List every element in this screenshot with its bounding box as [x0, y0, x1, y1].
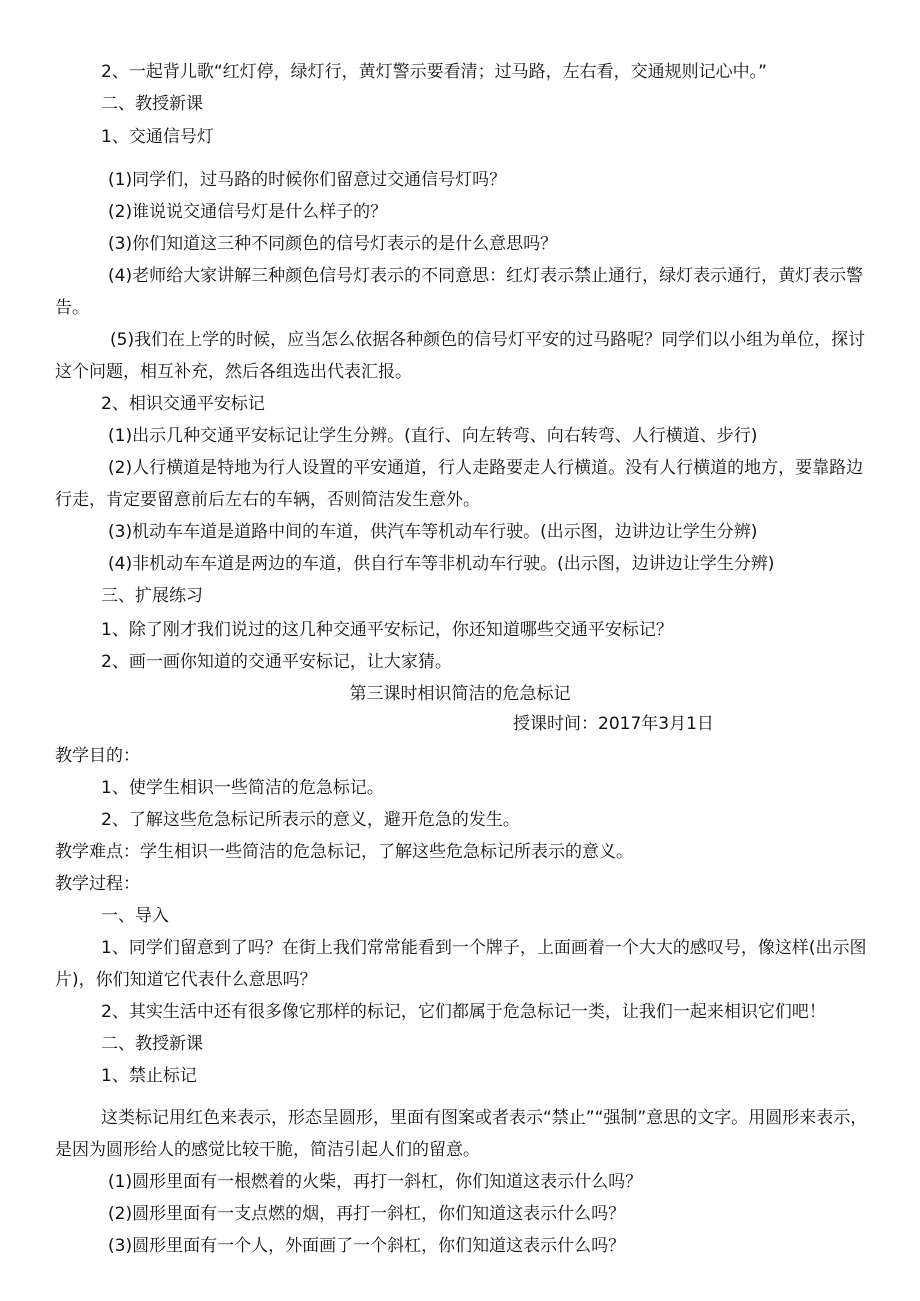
paragraph: 2、其实生活中还有很多像它那样的标记，它们都属于危急标记一类，让我们一起来相识它们吧！	[101, 1002, 826, 1022]
subsection-heading: 1、交通信号灯	[101, 127, 214, 147]
section-heading: 二、教授新课	[101, 94, 203, 114]
subsection-heading: 2、相识交通平安标记	[101, 394, 265, 414]
paragraph: (5)我们在上学的时候，应当怎么依据各种颜色的信号灯平安的过马路呢？同学们以小组为单位，探讨这个问题，相互补充，然后各组选出代表汇报。	[55, 330, 866, 382]
paragraph: 1、同学们留意到了吗？在街上我们常常能看到一个牌子，上面画着一个大大的感叹号，像这样(出示图片)，你们知道它代表什么意思吗？	[55, 938, 867, 990]
paragraph: (4)老师给大家讲解三种颜色信号灯表示的不同意思：红灯表示禁止通行，绿灯表示通行，黄灯表示警告。	[55, 266, 864, 318]
song-line: 2、一起背儿歌“红灯停，绿灯行，黄灯警示要看清；过马路，左右看，交通规则记心中。”	[101, 62, 767, 82]
lesson-title: 第三课时相识简洁的危急标记	[349, 684, 571, 704]
paragraph: (1)圆形里面有一根燃着的火柴，再打一斜杠，你们知道这表示什么吗？	[108, 1172, 643, 1192]
paragraph: (4)非机动车车道是两边的车道，供自行车等非机动车行驶。(出示图，边讲边让学生分辨)	[108, 554, 775, 574]
paragraph: (1)出示几种交通平安标记让学生分辨。(直行、向左转弯、向右转弯、人行横道、步行)	[108, 426, 758, 446]
paragraph: (2)圆形里面有一支点燃的烟，再打一斜杠，你们知道这表示什么吗？	[108, 1204, 626, 1224]
paragraph: 2、了解这些危急标记所表示的意义，避开危急的发生。	[101, 810, 520, 830]
section-heading: 二、教授新课	[101, 1034, 203, 1054]
paragraph: (2)谁说说交通信号灯是什么样子的？	[108, 202, 388, 222]
paragraph: (1)同学们，过马路的时候你们留意过交通信号灯吗？	[108, 170, 507, 190]
paragraph: (3)你们知道这三种不同颜色的信号灯表示的是什么意思吗？	[108, 234, 558, 254]
lesson-date: 授课时间：2017年3月1日	[513, 714, 714, 734]
section-label: 教学过程：	[55, 874, 140, 894]
section-heading: 一、导入	[101, 906, 169, 926]
paragraph: (3)机动车车道是道路中间的车道，供汽车等机动车行驶。(出示图，边讲边让学生分辨)	[108, 522, 758, 542]
section-label: 教学目的：	[55, 746, 140, 766]
paragraph: 1、除了刚才我们说过的这几种交通平安标记，你还知道哪些交通平安标记？	[101, 620, 673, 640]
subsection-heading: 1、禁止标记	[101, 1066, 197, 1086]
section-heading: 三、扩展练习	[101, 586, 203, 606]
paragraph: 2、画一画你知道的交通平安标记，让大家猜。	[101, 652, 452, 672]
section-label: 教学难点：学生相识一些简洁的危急标记，了解这些危急标记所表示的意义。	[55, 842, 633, 862]
paragraph: 这类标记用红色来表示，形态呈圆形，里面有图案或者表示“禁止”“强制”意思的文字。用圆形来表示，是因为圆形给人的感觉比较干脆，简洁引起人们的留意。	[55, 1108, 868, 1160]
paragraph: (2)人行横道是特地为行人设置的平安通道，行人走路要走人行横道。没有人行横道的地方，要靠路边行走，肯定要留意前后左右的车辆，否则简洁发生意外。	[55, 458, 864, 510]
paragraph: 1、使学生相识一些简洁的危急标记。	[101, 778, 384, 798]
paragraph: (3)圆形里面有一个人，外面画了一个斜杠，你们知道这表示什么吗？	[108, 1236, 626, 1256]
